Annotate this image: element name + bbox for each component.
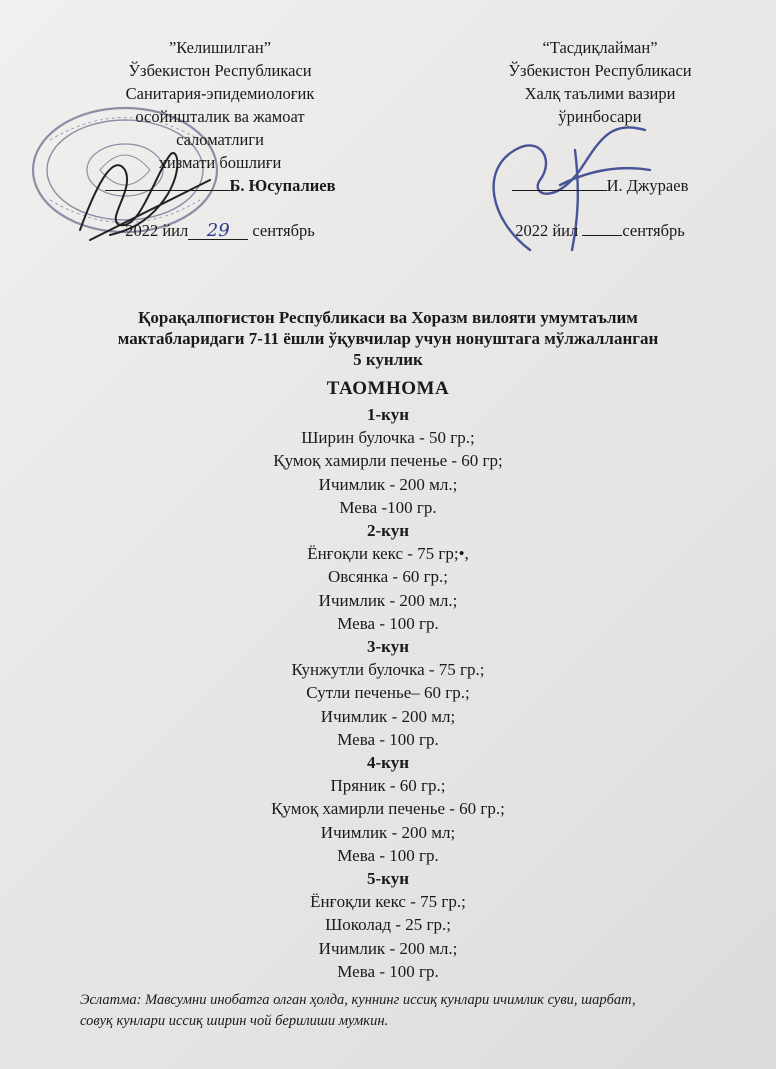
left-approval-line-4: саломатлиги xyxy=(176,130,264,149)
menu-item: Қумоқ хамирли печенье - 60 гр.; xyxy=(271,799,505,819)
menu-item: Пряник - 60 гр.; xyxy=(330,776,446,796)
left-signature-line xyxy=(70,174,370,197)
heading-line-2: мактабларидаги 7-11 ёшли ўқувчилар учун нонуштага мўлжалланган xyxy=(117,329,659,348)
day-label: 3-кун xyxy=(366,637,409,657)
menu-item: Ичимлик - 200 мл; xyxy=(320,706,456,726)
menu-item: Ичимлик - 200 мл; xyxy=(320,822,456,842)
day-block-4 xyxy=(0,751,776,867)
left-date xyxy=(70,219,370,242)
right-approval-title: “Тасдиқлайман” xyxy=(542,38,658,57)
note-footer xyxy=(80,990,760,1032)
menu-item: Сутли печенье– 60 гр.; xyxy=(306,683,470,703)
left-approval-line-5: хизмати бошлиғи xyxy=(158,153,282,172)
menu-item: Мева -100 гр. xyxy=(339,497,437,517)
note-line-2: совуқ кунлари иссиқ ширин чой берилиши мумкин. xyxy=(80,1013,389,1029)
left-approval-title: ”Келишилган” xyxy=(168,38,272,57)
day-label: 4-кун xyxy=(366,753,409,773)
right-approval-line-3: ўринбосари xyxy=(558,107,642,126)
menu-list xyxy=(0,403,776,983)
menu-item: Кунжутли булочка - 75 гр.; xyxy=(291,660,485,680)
menu-item: Мева - 100 гр. xyxy=(337,961,439,981)
right-signer-name: И. Джураев xyxy=(606,176,689,195)
menu-item: Ичимлик - 200 мл.; xyxy=(318,590,458,610)
note-line-1: Эслатма: Мавсумни инобатга олган ҳолда, куннинг иссиқ кунлари ичимлик суви, шарбат, xyxy=(80,992,636,1008)
document-heading xyxy=(60,307,716,370)
menu-item: Ичимлик - 200 мл.; xyxy=(318,938,458,958)
right-date-suffix: сентябрь xyxy=(622,221,685,240)
left-date-prefix: 2022 йил xyxy=(125,221,189,240)
menu-item: Мева - 100 гр. xyxy=(337,613,439,633)
heading-line-1: Қорақалпоғистон Республикаси ва Хоразм вилояти умумтаълим xyxy=(138,308,638,327)
day-block-2 xyxy=(0,519,776,635)
day-label: 1-кун xyxy=(366,405,409,424)
day-label: 5-кун xyxy=(366,869,409,889)
left-approval-line-1: Ўзбекистон Республикаси xyxy=(128,61,312,80)
menu-title: ТАОМНОМА xyxy=(326,378,450,399)
day-block-5 xyxy=(0,867,776,983)
left-approval-line-3: осойишталик ва жамоат xyxy=(135,107,305,126)
menu-item: Ичимлик - 200 мл.; xyxy=(318,474,458,494)
left-date-suffix: сентябрь xyxy=(252,221,315,240)
day-block-3 xyxy=(0,635,776,751)
right-signature-line xyxy=(450,174,750,197)
menu-item: Мева - 100 гр. xyxy=(337,729,439,749)
left-signer-name: Б. Юсупалиев xyxy=(229,176,336,195)
day-block-1 xyxy=(0,403,776,519)
menu-item: Қумоқ хамирли печенье - 60 гр; xyxy=(273,451,503,471)
menu-item: Ширин булочка - 50 гр.; xyxy=(301,428,475,448)
left-approval-line-2: Санитария-эпидемиолоғик xyxy=(125,84,315,103)
heading-line-3: 5 кунлик xyxy=(353,350,423,369)
right-date xyxy=(450,219,750,242)
menu-item: Шоколад - 25 гр.; xyxy=(325,915,451,935)
left-approval-block xyxy=(70,36,370,242)
left-date-day: 29 xyxy=(188,223,248,240)
menu-item: Ёнғоқли кекс - 75 гр;•, xyxy=(307,544,469,564)
right-date-prefix: 2022 йил xyxy=(515,221,579,240)
menu-item: Овсянка - 60 гр.; xyxy=(327,567,449,587)
menu-item: Мева - 100 гр. xyxy=(337,845,439,865)
day-label: 2-кун xyxy=(366,521,409,541)
menu-item: Ёнғоқли кекс - 75 гр.; xyxy=(310,892,466,912)
right-approval-line-1: Ўзбекистон Республикаси xyxy=(508,61,692,80)
right-approval-line-2: Халқ таълими вазири xyxy=(524,84,676,103)
right-approval-block xyxy=(450,36,750,242)
